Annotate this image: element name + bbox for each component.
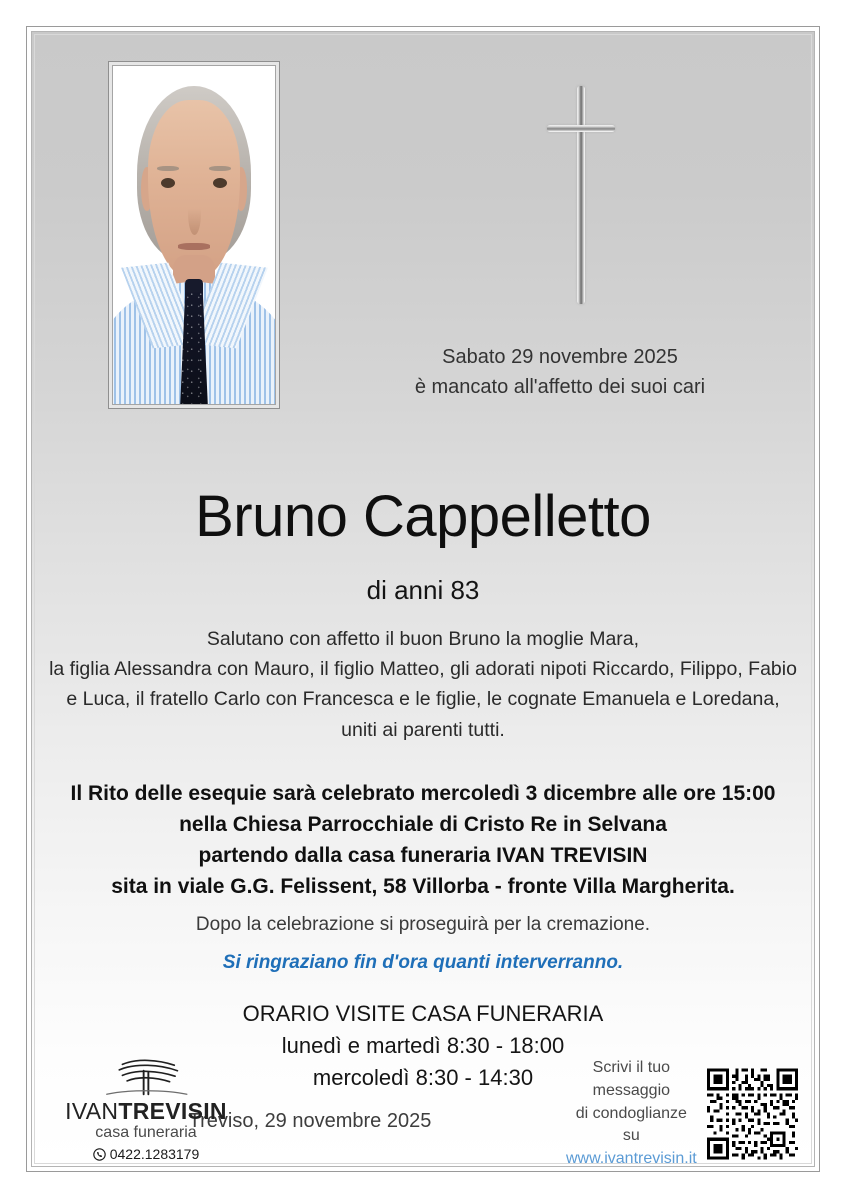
logo-name-first: IVAN bbox=[65, 1098, 119, 1124]
logo-phone bbox=[46, 1146, 246, 1162]
cross-vertical-bar bbox=[577, 86, 585, 304]
place-and-date: Treviso, 29 novembre 2025 bbox=[188, 1110, 432, 1132]
rite-line: sita in viale G.G. Felissent, 58 Villorba - fronte Villa Margherita. bbox=[111, 875, 735, 899]
rite-line: nella Chiesa Parrocchiale di Cristo Re in Selvana bbox=[179, 813, 667, 837]
funeral-home-logo bbox=[46, 1055, 246, 1163]
passing-statement: è mancato all'affetto dei suoi cari bbox=[414, 376, 706, 398]
qr-code-icon[interactable] bbox=[707, 1068, 798, 1160]
condolences-text bbox=[566, 1057, 697, 1171]
funeral-rite-details bbox=[40, 778, 806, 902]
cremation-note: Dopo la celebrazione si proseguirà per la cremazione. bbox=[195, 914, 651, 935]
condolences-line-2: di condoglianze su bbox=[575, 1104, 687, 1145]
portrait-eye-right bbox=[213, 178, 228, 188]
logo-name-second: TREVISIN bbox=[118, 1098, 227, 1124]
portrait-image bbox=[113, 66, 275, 404]
rite-line: Il Rito delle esequie sarà celebrato mercoledì 3 dicembre alle ore 15:00 bbox=[70, 782, 776, 805]
visiting-hours-line: lunedì e martedì 8:30 - 18:00 bbox=[281, 1032, 565, 1058]
portrait-face bbox=[148, 100, 240, 279]
deceased-age: di anni 83 bbox=[366, 575, 480, 605]
deceased-name: Bruno Cappelletto bbox=[195, 484, 651, 549]
passing-date: Sabato 29 novembre 2025 bbox=[442, 346, 678, 368]
rite-line: partendo dalla casa funeraria IVAN TREVISIN bbox=[198, 844, 648, 868]
condolences-line-1: Scrivi il tuo messaggio bbox=[592, 1059, 671, 1099]
logo-phone-number: 0422.1283179 bbox=[109, 1146, 200, 1162]
phone-icon bbox=[93, 1148, 106, 1161]
passing-intro bbox=[340, 344, 780, 404]
cross-icon bbox=[520, 78, 650, 313]
family-message bbox=[40, 624, 806, 745]
family-message-line: Salutano con affetto il buon Bruno la moglie Mara, bbox=[206, 628, 640, 650]
condolences-block bbox=[566, 1059, 798, 1168]
family-message-line: e Luca, il fratello Carlo con Francesca e le figlie, le cognate Emanuela e Loredana, bbox=[66, 688, 780, 711]
condolences-url[interactable]: www.ivantrevisin.it bbox=[566, 1150, 697, 1168]
tree-icon bbox=[98, 1055, 194, 1099]
visiting-hours-title: ORARIO VISITE CASA FUNERARIA bbox=[242, 1001, 604, 1026]
portrait-mouth bbox=[178, 243, 210, 249]
thanks-note: Si ringraziano fin d'ora quanti interverranno. bbox=[222, 952, 624, 973]
logo-company-name bbox=[46, 1100, 246, 1123]
cross-horizontal-bar bbox=[547, 125, 615, 132]
logo-subtitle: casa funeraria bbox=[95, 1124, 197, 1141]
portrait-photo-frame bbox=[108, 61, 280, 409]
family-message-line: la figlia Alessandra con Mauro, il figlio Matteo, gli adorati nipoti Riccardo, Filippo, Fabio bbox=[49, 658, 797, 681]
visiting-hours-line: mercoledì 8:30 - 14:30 bbox=[312, 1064, 534, 1090]
portrait-photo bbox=[112, 65, 276, 405]
family-message-line: uniti ai parenti tutti. bbox=[341, 718, 505, 741]
